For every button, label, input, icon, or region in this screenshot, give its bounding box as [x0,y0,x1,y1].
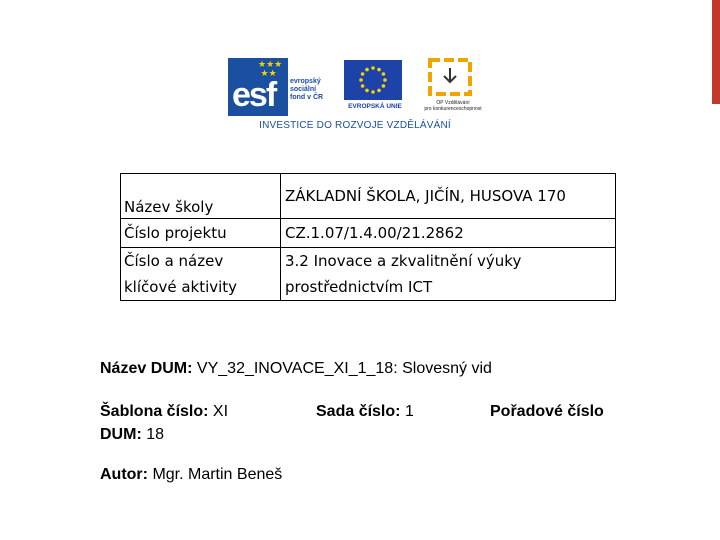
project-number-value: CZ.1.07/1.4.00/21.2862 [281,219,616,248]
op-caption-line-1: OP Vzdělávání [436,100,470,106]
order-number-label [490,403,604,421]
order-value: 18 [146,426,165,443]
info-table [120,173,616,301]
order-label-2: DUM: [100,426,142,443]
set-value: 1 [404,403,414,420]
esf-text-line-2: sociální [290,86,317,93]
op-caption [420,100,486,112]
dum-name [100,360,492,378]
eu-logo [340,56,406,118]
op-caption-line-2: pro konkurenceschopnost [424,106,482,112]
template-label: Šablona číslo: [100,403,209,420]
set-number [316,403,414,421]
activity-label-line-2: klíčové aktivity [124,278,238,296]
table-row [121,174,616,219]
activity-label [121,248,281,301]
activity-value [281,248,616,301]
esf-letters: esf [232,76,276,114]
dum-name-value: VY_32_INOVACE_XI_1_18: Slovesný vid [196,360,492,377]
table-row [121,219,616,248]
table-row [121,248,616,301]
accent-bar [712,0,720,104]
order-number [100,426,164,444]
author-value: Mgr. Martin Beneš [152,466,283,483]
author [100,466,282,484]
school-name-value: ZÁKLADNÍ ŠKOLA, JIČÍN, HUSOVA 170 [281,174,616,219]
school-name-label: Název školy [121,174,281,219]
esf-logo [224,56,334,118]
eu-stars-icon [344,60,402,100]
logo-banner [224,56,486,134]
template-value: XI [212,403,229,420]
set-label: Sada číslo: [316,403,401,420]
activity-value-line-1: 3.2 Inovace a zkvalitnění výuky [285,252,522,270]
order-label: Pořadové číslo [490,403,604,420]
dum-name-label: Název DUM: [100,360,193,377]
eu-flag-icon [344,60,402,100]
author-label: Autor: [100,466,148,483]
tagline: INVESTICE DO ROZVOJE VZDĚLÁVÁNÍ [259,120,451,131]
esf-text [290,78,336,102]
activity-label-line-1: Číslo a název [124,252,224,270]
esf-stars-icon: ★★★ ★★ [258,59,283,78]
template-number [100,403,228,421]
activity-value-line-2: prostřednictvím ICT [285,278,433,296]
op-logo [420,56,486,118]
op-emblem-icon [420,56,486,100]
esf-text-line-1: evropský [290,78,321,85]
eu-caption: EVROPSKÁ UNIE [348,103,402,110]
esf-text-line-3: fond v ČR [290,94,324,101]
project-number-label: Číslo projektu [121,219,281,248]
